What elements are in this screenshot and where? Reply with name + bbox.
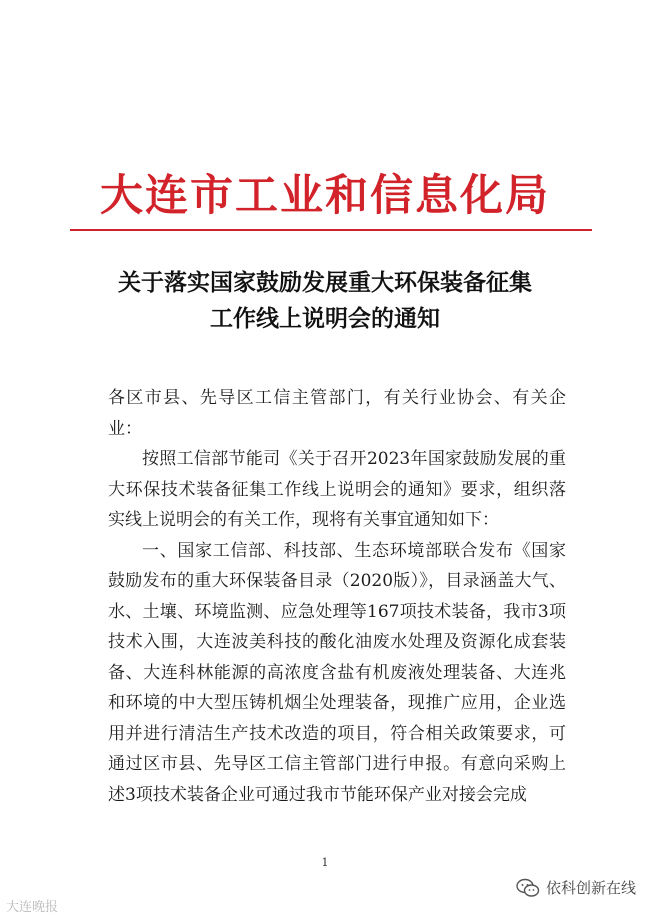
watermark-left: 大连晚报 bbox=[6, 900, 59, 915]
wechat-icon bbox=[516, 878, 540, 898]
page-number: 1 bbox=[321, 856, 329, 869]
document-title-line1: 关于落实国家鼓励发展重大环保装备征集 bbox=[118, 269, 532, 296]
watermark-right-text: 依科创新在线 bbox=[545, 879, 636, 897]
document-body bbox=[108, 383, 566, 810]
document-title bbox=[0, 265, 650, 337]
watermark-right bbox=[516, 877, 636, 898]
document-title-line2: 工作线上说明会的通知 bbox=[210, 305, 440, 332]
salutation: 各区市县、先导区工信主管部门，有关行业协会、有关企业： bbox=[108, 388, 566, 439]
body-paragraph-1: 按照工信部节能司《关于召开2023年国家鼓励发展的重大环保技术装备征集工作线上说明会的通知》要求，组织落实线上说明会的有关工作，现将有关事宜通知如下： bbox=[108, 449, 566, 530]
body-paragraph-2: 一、国家工信部、科技部、生态环境部联合发布《国家鼓励发布的重大环保装备目录（2020版）》，目录涵盖大气、水、土壤、环境监测、应急处理等167项技术装备，我市3项技术入围，大连波美科技的酸化油废水处理及资源化成套装备、大连科林能源的高浓度含盐有机废液处理装备、大连兆和环境的中大型压铸机烟尘处理装备，现推广应用，企业选用并进行清洁生产技术改造的项目，符合相关政策要求，可通过区市县、先导区工信主管部门进行申报。有意向采购上述3项技术装备企业可通过我市节能环保产业对接会完成 bbox=[108, 540, 566, 805]
agency-name-header: 大连市工业和信息化局 bbox=[100, 171, 550, 221]
red-header-rule bbox=[70, 229, 592, 231]
